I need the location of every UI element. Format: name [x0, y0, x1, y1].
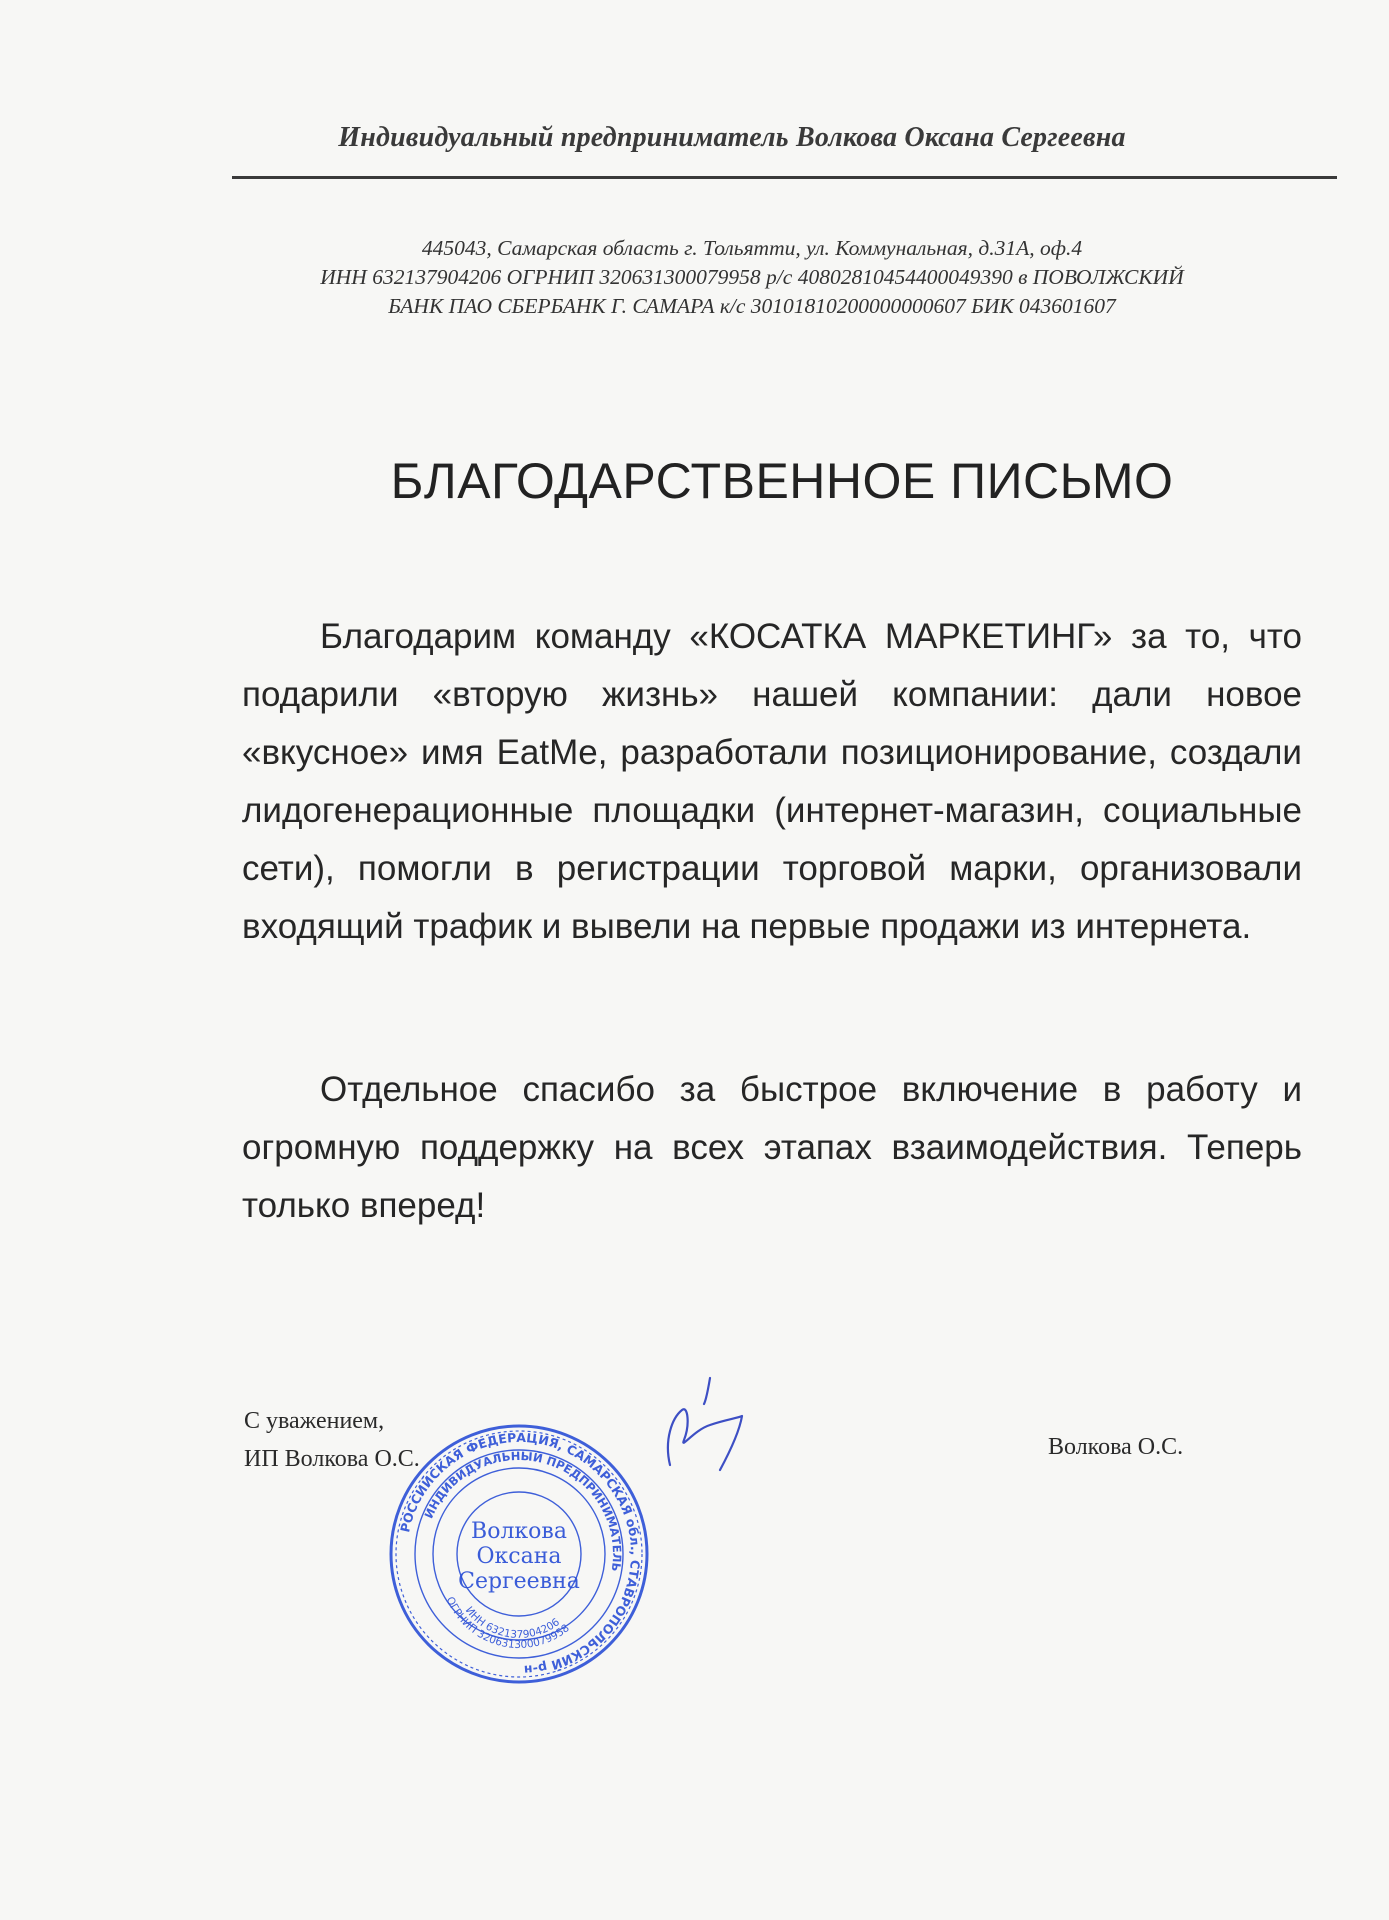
letterhead-requisites	[232, 234, 1272, 321]
stamp-center-line-1: Волкова	[471, 1519, 567, 1544]
closing-sender: ИП Волкова О.С.	[244, 1446, 420, 1472]
stamp-ogrnip-text: ОГРНИП 320631300079958	[443, 1594, 572, 1652]
body-paragraph-2: Отдельное спасибо за быстрое включение в работу и огромную поддержку на всех этапах взаимодействия. Теперь только вперед!	[242, 1070, 1302, 1225]
requisites-address-line: 445043, Самарская область г. Тольятти, ул. Коммунальная, д.31А, оф.4	[421, 236, 1083, 260]
closing-regards: С уважением,	[244, 1408, 385, 1434]
letterhead-org-name: Индивидуальный предприниматель Волкова Оксана Сергеевна	[338, 122, 1126, 153]
handwritten-signature	[650, 1370, 770, 1480]
stamp-inner-ring-text: ИНДИВИДУАЛЬНЫЙ ПРЕДПРИНИМАТЕЛЬ	[421, 1448, 625, 1573]
stamp-center-line-3: Сергеевна	[458, 1569, 580, 1594]
signer-name: Волкова О.С.	[1048, 1434, 1184, 1460]
body-paragraph-1: Благодарим команду «КОСАТКА МАРКЕТИНГ» за то, что подарили «вторую жизнь» нашей компании: дали новое «вкусное» имя EatMe, разработали позиционирование, создали лидогенерационные площадки (интернет-магазин, социальные сети), помогли в регистрации торговой марки, организовали входящий трафик и вывели на первые продажи из интернета.	[242, 617, 1302, 946]
requisites-bank-line-2: БАНК ПАО СБЕРБАНК Г. САМАРА к/с 30101810200000000607 БИК 043601607	[388, 294, 1116, 318]
letter-title: БЛАГОДАРСТВЕННОЕ ПИСЬМО	[390, 453, 1174, 509]
stamp-ring-text: РОССИЙСКАЯ ФЕДЕРАЦИЯ, САМАРСКАЯ обл., СТАВРОПОЛЬСКИЙ р-н	[397, 1429, 644, 1678]
stamp-center-line-2: Оксана	[476, 1544, 562, 1569]
seal-stamp	[385, 1420, 653, 1688]
letterhead-divider	[232, 176, 1337, 179]
requisites-bank-line-1: ИНН 632137904206 ОГРНИП 320631300079958 р/с 40802810454400049390 в ПОВОЛЖСКИЙ	[320, 265, 1184, 289]
stamp-inn-text: ИНН 632137904206	[462, 1604, 562, 1641]
